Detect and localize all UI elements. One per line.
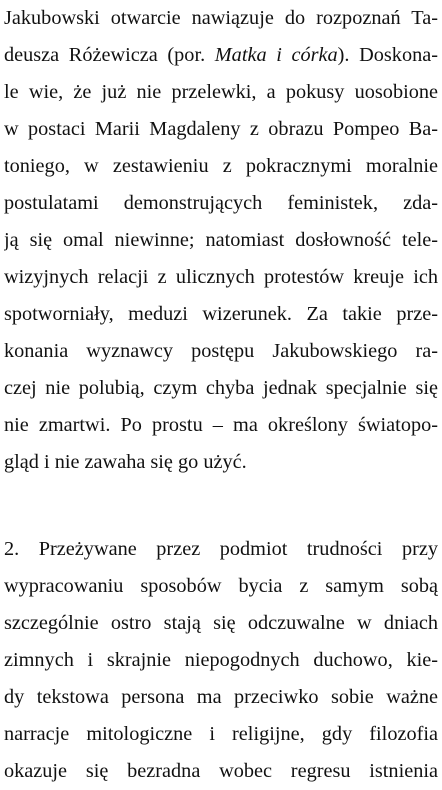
text-line: nie zmartwi. Po prostu – ma określony światopo- <box>4 414 438 436</box>
text-line: 2. Przeżywane przez podmiot trudności przy <box>4 538 438 560</box>
document-page <box>4 0 438 790</box>
text-line: le wie, że już nie przelewki, a pokusy uosobione <box>4 81 438 103</box>
text-line <box>4 37 438 73</box>
text-line: czej nie polubią, czym chyba jednak specjalnie się <box>4 377 438 399</box>
book-title: Matka i córka <box>214 44 338 66</box>
text-line: dy tekstowa persona ma przeciwko sobie ważne <box>4 686 438 708</box>
text-line: konania wyznawcy postępu Jakubowskiego ra- <box>4 340 438 362</box>
text-span: ). Doskona- <box>337 44 438 66</box>
text-line: zimnych i skrajnie niepogodnych duchowo, kie- <box>4 649 438 671</box>
text-line: ją się omal niewinne; natomiast dosłowność tele- <box>4 229 438 251</box>
text-line: gląd i nie zawaha się go użyć. <box>4 451 247 473</box>
text-line: narracje mitologiczne i religijne, gdy filozofia <box>4 723 438 745</box>
text-line: w postaci Marii Magdaleny z obrazu Pompeo Ba- <box>4 118 438 140</box>
text-line: wypracowaniu sposobów bycia z samym sobą <box>4 575 438 597</box>
text-line: postulatami demonstrujących feministek, zda- <box>4 192 438 214</box>
text-line: okazuje się bezradna wobec regresu istnienia <box>4 760 438 782</box>
text-span: deusza Różewicza (por. <box>4 44 215 66</box>
text-line: Jakubowski otwarcie nawiązuje do rozpoznań Ta- <box>4 7 438 29</box>
text-line: toniego, w zestawieniu z pokracznymi moralnie <box>4 155 438 177</box>
text-line: szczególnie ostro stają się odczuwalne w dniach <box>4 612 438 634</box>
text-line: wizyjnych relacji z ulicznych protestów kreuje ich <box>4 266 438 288</box>
text-line: spotworniały, meduzi wizerunek. Za takie prze- <box>4 303 438 325</box>
